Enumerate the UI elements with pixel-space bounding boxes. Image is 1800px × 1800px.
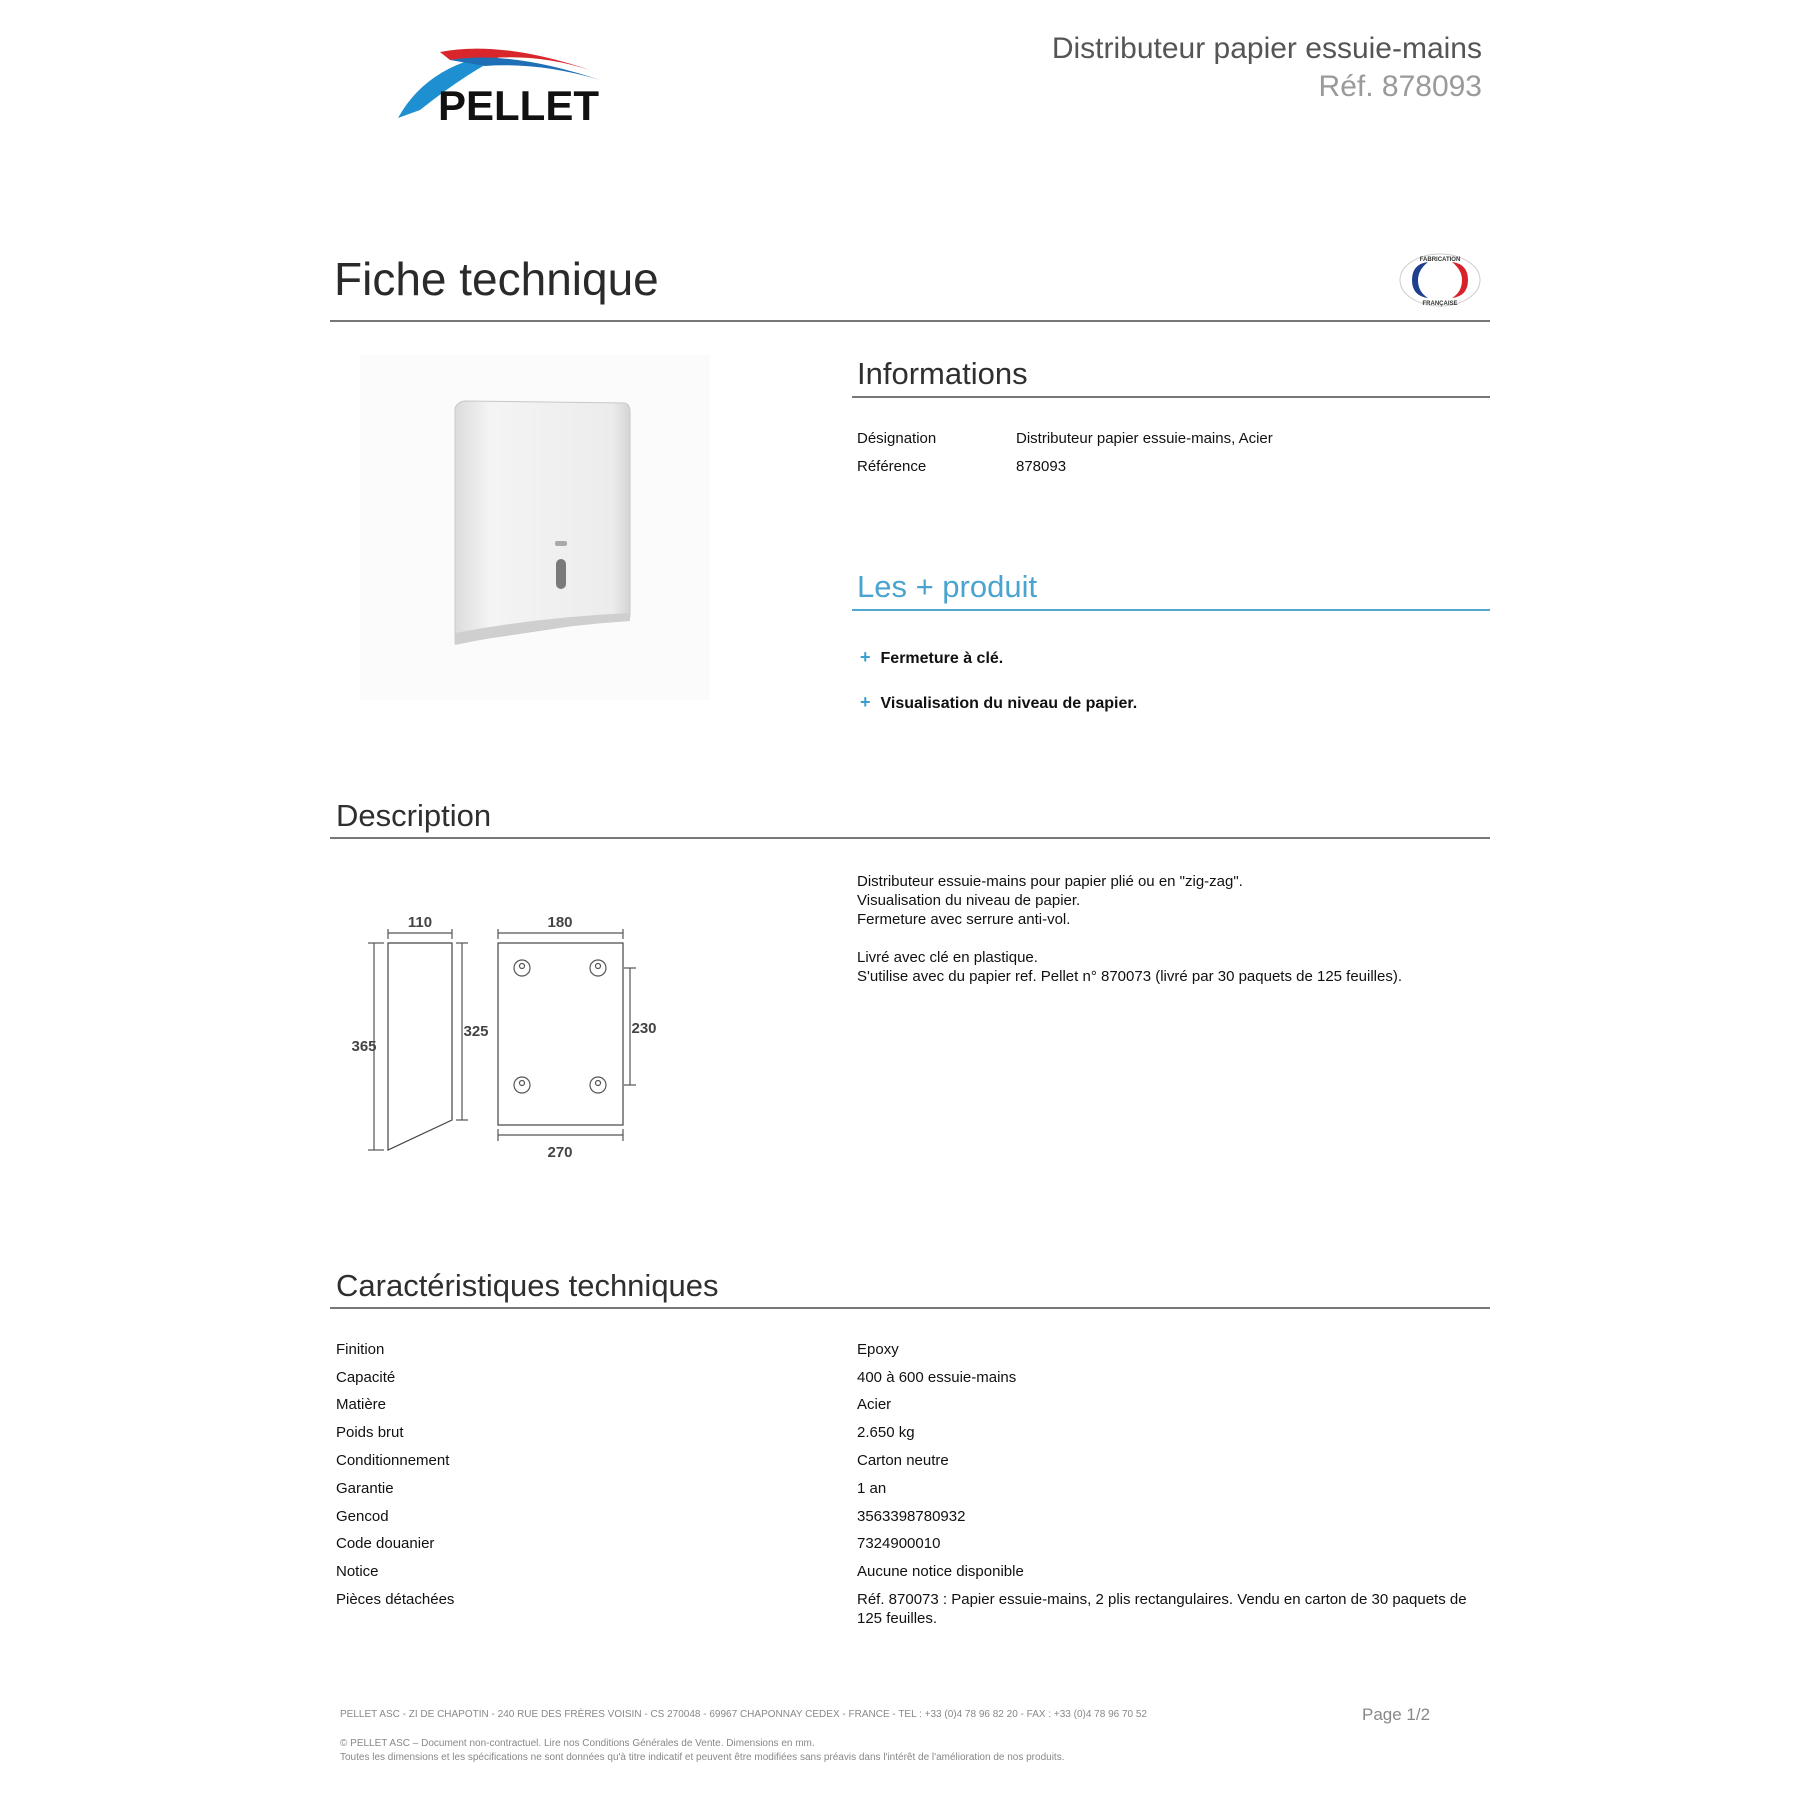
spec-label: Matière: [336, 1396, 387, 1413]
footer-address: PELLET ASC - ZI DE CHAPOTIN - 240 RUE DES FRÈRES VOISIN - CS 270048 - 69967 CHAPONNAY CEDEX - FRANCE - TEL : +33 (0)4 78 96 82 20 - FAX : +33 (0)4 78 96 70 52: [340, 1709, 1147, 1720]
informations-divider: [852, 396, 1490, 398]
dim-hole-spacing-v: 230: [631, 1020, 657, 1037]
spec-value: 7324900010: [857, 1535, 941, 1552]
description-line: [857, 929, 1477, 948]
spec-label: Finition: [336, 1341, 385, 1358]
plus-item: [860, 692, 1137, 713]
brand-name: PELLET: [438, 82, 600, 129]
spec-label: Notice: [336, 1563, 379, 1580]
plus-produit-divider: [852, 609, 1490, 611]
spec-label: Pièces détachées: [336, 1591, 455, 1608]
spec-value: Epoxy: [857, 1341, 899, 1358]
plus-item-text: Fermeture à clé.: [880, 650, 1004, 667]
spec-label: Garantie: [336, 1480, 394, 1497]
page-title: Fiche technique: [334, 253, 659, 305]
spec-value: 3563398780932: [857, 1508, 966, 1525]
dim-height-total: 365: [351, 1038, 377, 1055]
product-photo: [360, 355, 710, 700]
dim-width: 270: [547, 1144, 573, 1161]
plus-produit-heading: Les + produit: [857, 569, 1038, 604]
dim-height-front: 325: [463, 1023, 489, 1040]
spec-label: Poids brut: [336, 1424, 404, 1441]
plus-item-text: Visualisation du niveau de papier.: [880, 695, 1138, 712]
description-line: Visualisation du niveau de papier.: [857, 892, 1081, 909]
dimension-drawing: [340, 905, 670, 1170]
description-line: Distributeur essuie-mains pour papier plié ou en "zig-zag".: [857, 873, 1243, 890]
spec-value: Carton neutre: [857, 1452, 949, 1469]
description-text: [857, 872, 1477, 986]
spec-label: Code douanier: [336, 1535, 435, 1552]
spec-value: 2.650 kg: [857, 1424, 915, 1441]
fabrication-francaise-badge: [1398, 252, 1482, 308]
page-number: Page 1/2: [1362, 1705, 1431, 1724]
caracteristiques-divider: [330, 1307, 1490, 1309]
description-line: S'utilise avec du papier ref. Pellet n° 870073 (livré par 30 paquets de 125 feuilles).: [857, 968, 1403, 985]
plus-icon: +: [860, 692, 871, 712]
product-reference: Réf. 878093: [1318, 70, 1482, 103]
informations-heading: Informations: [857, 356, 1028, 391]
footer-legal: Toutes les dimensions et les spécifications ne sont données qu'à titre indicatif et peuvent être modifiées sans préavis dans l'intérêt de l'amélioration de nos produits.: [340, 1752, 1065, 1763]
spec-value: 1 an: [857, 1480, 887, 1497]
description-heading: Description: [336, 798, 492, 833]
info-label: Désignation: [857, 430, 937, 447]
spec-label: Capacité: [336, 1369, 396, 1386]
spec-value: Réf. 870073 : Papier essuie-mains, 2 plis rectangulaires. Vendu en carton de 30 paquets de: [857, 1591, 1467, 1608]
footer-legal: © PELLET ASC – Document non-contractuel. Lire nos Conditions Générales de Vente. Dimensions en mm.: [340, 1738, 815, 1749]
description-line: Livré avec clé en plastique.: [857, 949, 1038, 966]
plus-icon: +: [860, 647, 871, 667]
badge-bottom-text: FRANÇAISE: [1422, 301, 1458, 307]
info-value: 878093: [1016, 458, 1067, 475]
caracteristiques-heading: Caractéristiques techniques: [336, 1268, 719, 1303]
info-label: Référence: [857, 458, 927, 475]
title-divider: [330, 320, 1490, 322]
info-value: Distributeur papier essuie-mains, Acier: [1016, 430, 1273, 447]
spec-value-continued: 125 feuilles.: [857, 1610, 938, 1627]
spec-label: Gencod: [336, 1508, 389, 1525]
badge-top-text: FABRICATION: [1419, 257, 1461, 263]
spec-label: Conditionnement: [336, 1452, 450, 1469]
description-divider: [330, 837, 1490, 839]
pellet-logo: [390, 40, 640, 130]
plus-item: [860, 647, 1003, 668]
description-line: Fermeture avec serrure anti-vol.: [857, 911, 1071, 928]
dim-depth: 110: [407, 914, 433, 931]
spec-value: Aucune notice disponible: [857, 1563, 1024, 1580]
spec-value: 400 à 600 essuie-mains: [857, 1369, 1017, 1386]
dim-hole-spacing-h: 180: [547, 914, 573, 931]
spec-value: Acier: [857, 1396, 892, 1413]
product-title: Distributeur papier essuie-mains: [1051, 32, 1482, 65]
